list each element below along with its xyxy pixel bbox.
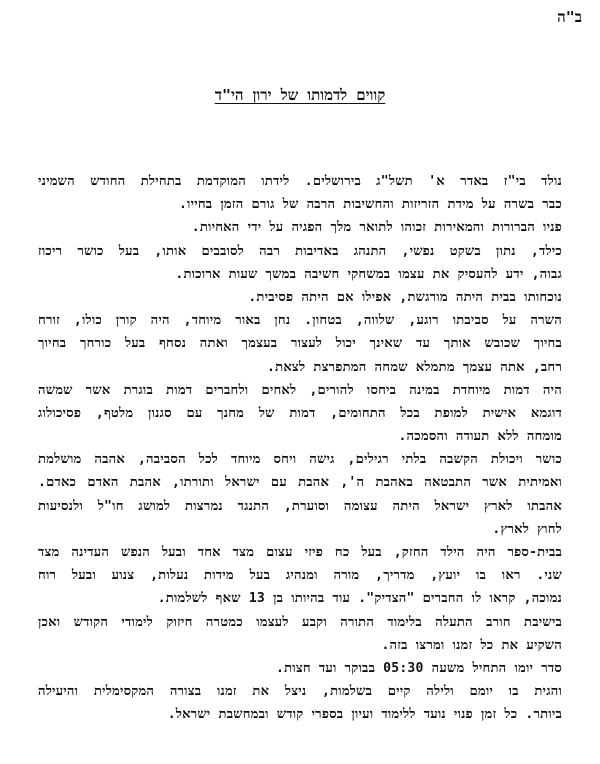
text-line: מומחה ללא תעודה והסמכה. xyxy=(398,429,562,445)
text-line: נמוכה, קראו לו החברים "הצדיק". עוד בהיותו בן 13 שאף לשלמות. xyxy=(157,591,562,607)
body-text xyxy=(38,170,562,727)
text-line: לחוץ לארץ. xyxy=(492,521,562,537)
text-line: פניו הברורות והמאירות זכוהו לתואר מלך הפגיה על ידי האחיות. xyxy=(191,220,562,236)
text-line: בישיבת חורב התעלה בלימוד התורה וקבע לעצמו כמטרה חיזוק לימודי הקודש ואכן xyxy=(38,614,562,630)
document-title-text: קווים לדמותו של ירון הי"ד xyxy=(214,86,386,104)
text-line: ואמיתית אשר התבטאה באהבת ה', אהבת עם ישראל ותורתו, אהבת האדם כאדם. xyxy=(38,475,562,491)
header-mark: ב"ה xyxy=(557,8,582,26)
text-line: נוכחותו בבית היתה מורגשת, אפילו אם היתה פסיבית. xyxy=(248,289,562,305)
text-line: סדר יומו התחיל משעה 05:30 בבוקר ועד חצות. xyxy=(276,660,562,676)
text-line: רחב, אתה עצמך מתמלא שמחה המתפרצת לצאת. xyxy=(267,359,562,375)
text-line: כושר ויכולת הקשבה בלתי רגילים, גישה ויחס מיוחד לכל הסביבה, אהבה מושלמת xyxy=(38,452,562,468)
text-line: אהבתו לארץ ישראל היתה עצומה וסוערת, התנגד נמרצות למושג חו"ל ולנסיעות xyxy=(38,498,562,514)
text-line: שני. ראו בו יועץ, מדריך, מורה ומנהיג בעל מידות נעלות, צנוע ובעל רוח xyxy=(38,568,562,584)
text-line: היה דמות מיוחדת במינה ביחסו להורים, לאחים ולחברים דמות בוגרת אשר שמשה xyxy=(38,382,562,398)
text-line: והגית בו יומם ולילה קיים בשלמות, ניצל את זמנו בצורה המקסימלית והיעילה xyxy=(38,684,562,700)
text-line: בבית-ספר היה הילד החזק, בעל כח פיזי עצום מצד אחד ובעל הנפש העדינה מצד xyxy=(38,545,562,560)
text-line: בחיוך שכובש אותך עד שאינך יכול לעצור בעצמך ואתה נסחף בעל כורחך בחיוך xyxy=(38,336,562,352)
text-line: נולד בי"ז באדר א' תשל"ג בירושלים. לידתו המוקדמת בתחילת החודש השמיני xyxy=(38,174,562,189)
text-line: השקיע את כל זמנו ומרצו בזה. xyxy=(381,637,562,653)
text-line: ביותר. כל זמן פנוי נועד ללימוד ועיון בספרי קודש ובמחשבת ישראל. xyxy=(167,707,562,723)
text-line: דוגמא אישית למופת בכל התחומים, דמות של מחנך עם סגנון מלטף, פסיכולוג xyxy=(38,405,562,421)
text-line: השרה על סביבתו רוגע, שלווה, בטחון. נחן באור מיוחד, היה קורן כולו, זורח xyxy=(38,313,562,329)
document-title xyxy=(0,86,600,105)
text-line: כבר בשרה על מידת הזריזות והחשיבות הרבה של גורם הזמן בחייו. xyxy=(178,197,562,213)
text-line: כילד, נתון בשקט נפשי, התנהג באדיבות רבה לסובבים אותו, בעל כושר ריכוז xyxy=(38,243,562,259)
text-line: גבוה, ידע להעסיק את עצמו במשחקי חשיבה במשך שעות ארוכות. xyxy=(175,266,562,282)
